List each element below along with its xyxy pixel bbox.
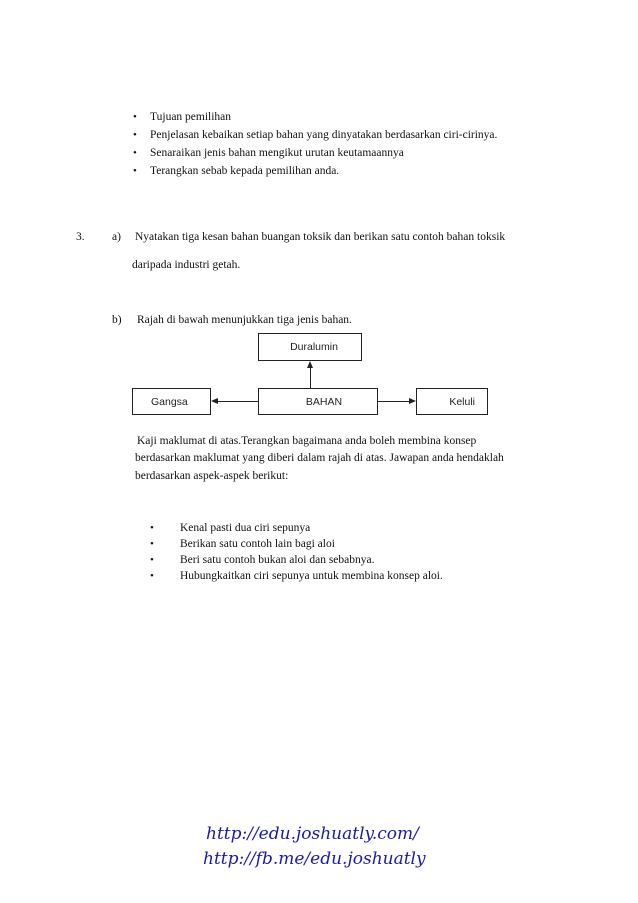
list-item: Senaraikan jenis bahan mengikut urutan keutamaannya xyxy=(150,147,404,159)
footer-link-edu[interactable]: http://edu.joshuatly.com/ xyxy=(206,824,419,844)
list-item: Beri satu contoh bukan aloi dan sebabnya. xyxy=(180,554,375,566)
list-item: Hubungkaitkan ciri sepunya untuk membina konsep aloi. xyxy=(180,570,443,582)
bullet-icon: • xyxy=(150,538,154,550)
list-item: Berikan satu contoh lain bagi aloi xyxy=(180,538,335,550)
part-a-text-line1: Nyatakan tiga kesan bahan buangan toksik dan berikan satu contoh bahan toksik xyxy=(135,231,506,243)
part-a-text-line2: daripada industri getah. xyxy=(132,259,241,271)
list-item: Terangkan sebab kepada pemilihan anda. xyxy=(150,165,340,177)
bullet-icon: • xyxy=(133,111,137,123)
diagram-box-keluli xyxy=(416,388,488,415)
diagram-box-bahan xyxy=(258,388,378,415)
bullet-icon: • xyxy=(133,129,137,141)
diagram-label-duralumin: Duralumin xyxy=(290,341,338,353)
part-b-label: b) xyxy=(112,314,122,326)
question-number: 3. xyxy=(76,231,85,243)
part-a-label: a) xyxy=(112,231,121,243)
diagram-label-bahan: BAHAN xyxy=(305,395,343,408)
arrow-left-line xyxy=(218,401,258,402)
bullet-icon: • xyxy=(150,554,154,566)
diagram-label-keluli: Keluli xyxy=(449,395,475,408)
bullet-icon: • xyxy=(150,570,154,582)
diagram-box-duralumin xyxy=(258,333,362,361)
part-b-text: Rajah di bawah menunjukkan tiga jenis bahan. xyxy=(137,314,352,326)
diagram-label-gangsa: Gangsa xyxy=(151,395,188,408)
list-item: Kenal pasti dua ciri sepunya xyxy=(180,522,311,534)
list-item: Penjelasan kebaikan setiap bahan yang dinyatakan berdasarkan ciri-cirinya. xyxy=(150,129,498,141)
bullet-icon: • xyxy=(150,522,154,534)
arrow-right-head xyxy=(409,398,416,404)
paragraph-line: berdasarkan maklumat yang diberi dalam rajah di atas. Jawapan anda hendaklah xyxy=(135,452,504,464)
paragraph-line: Kaji maklumat di atas.Terangkan bagaimana anda boleh membina konsep xyxy=(137,435,477,447)
paragraph-line: berdasarkan aspek-aspek berikut: xyxy=(135,470,289,482)
arrow-up-head xyxy=(307,361,313,368)
footer-link-fb[interactable]: http://fb.me/edu.joshuatly xyxy=(203,849,426,869)
arrow-up-line xyxy=(310,366,311,388)
diagram-box-gangsa xyxy=(132,388,211,415)
bullet-icon: • xyxy=(133,165,137,177)
arrow-left-head xyxy=(211,398,218,404)
bullet-icon: • xyxy=(133,147,137,159)
arrow-right-line xyxy=(378,401,409,402)
list-item: Tujuan pemilihan xyxy=(150,111,232,123)
